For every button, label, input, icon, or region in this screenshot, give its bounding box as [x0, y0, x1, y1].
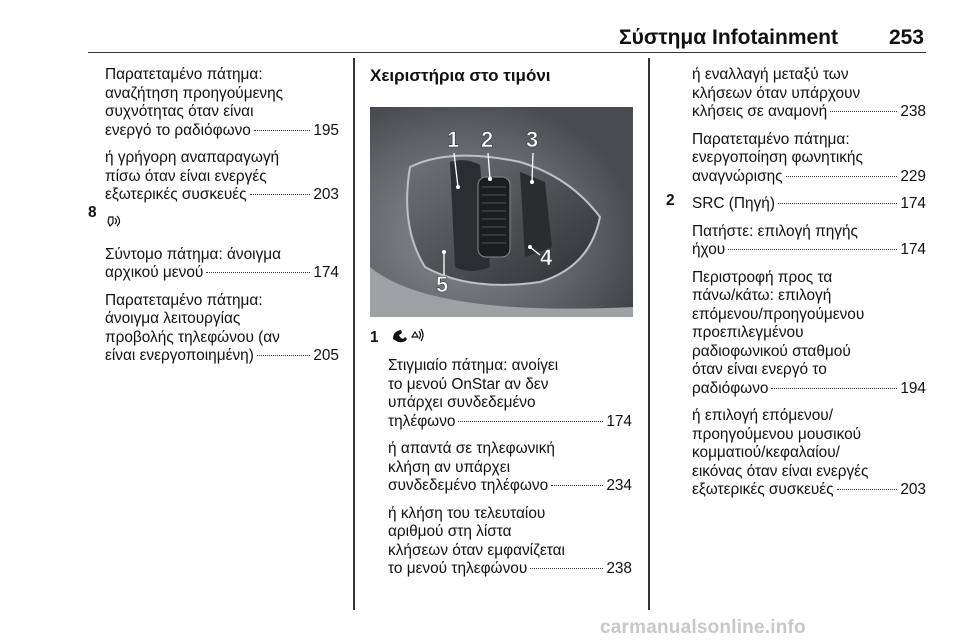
text-line: αναζήτηση προηγούμενης [105, 84, 284, 102]
leader-dots [530, 568, 603, 569]
item2-block-3 [692, 407, 926, 500]
entry-page: 205 [313, 347, 339, 364]
entry-text: ήχου [692, 241, 726, 258]
text-line: άνοιγμα λειτουργίας [105, 310, 241, 327]
entry-page: 234 [606, 477, 632, 494]
text-line: πίσω όταν είναι ενεργές [105, 167, 267, 185]
text-line: προεπιλεγμένου [692, 324, 804, 341]
text-line: ενεργοποίηση φωνητικής [692, 149, 863, 166]
text-line: επόμενου/προηγούμενου [692, 305, 865, 323]
entry-page: 229 [900, 167, 926, 185]
page-ref-entry[interactable] [388, 477, 632, 496]
leader-dots [786, 176, 898, 177]
entry-page: 174 [313, 264, 339, 281]
column-divider-right [648, 58, 650, 610]
entry-text: ραδιόφωνο [692, 379, 769, 397]
text-line: το μενού OnStar αν δεν [388, 375, 549, 393]
callout-4: 4 [540, 245, 553, 270]
leader-dots [837, 489, 898, 490]
column-divider-left [353, 58, 355, 610]
page-ref-entry[interactable] [388, 413, 632, 432]
page-ref-entry[interactable] [105, 122, 339, 141]
text-line: όταν είναι ενεργό το [692, 361, 827, 378]
entry-page: 238 [900, 103, 926, 120]
callout-5: 5 [436, 272, 449, 297]
text-line: Παρατεταμένο πάτημα: [105, 291, 263, 309]
item-number-1: 1 [370, 329, 379, 346]
text-line: πάνω/κάτω: επιλογή [692, 287, 832, 304]
text-line: ραδιοφωνικού σταθμού [692, 342, 851, 360]
entry-text: αρχικού μενού [105, 264, 204, 281]
text-line: ή απαντά σε τηλεφωνική [388, 440, 555, 457]
text-line: κλήσεων όταν εμφανίζεται [388, 541, 565, 559]
leader-dots [771, 388, 897, 389]
leader-dots [830, 111, 897, 112]
text-line: προηγούμενου μουσικού [692, 425, 862, 443]
watermark: carmanualsonline.info [600, 617, 806, 638]
item2-block-1 [692, 223, 926, 260]
item2-block-2 [692, 269, 926, 399]
entry-text: εξωτερικές συσκευές [105, 186, 247, 203]
entry-page: 174 [900, 195, 926, 212]
text-line: Παρατεταμένο πάτημα: [692, 130, 850, 148]
page-ref-entry[interactable] [388, 560, 632, 579]
item2-block-0 [692, 195, 926, 214]
entry-text: είναι ενεργοποιημένη) [105, 347, 254, 364]
phone-icon [390, 327, 426, 345]
page-ref-entry[interactable] [105, 347, 339, 366]
entry-text: τηλέφωνο [388, 412, 456, 430]
callout-3: 3 [526, 127, 539, 152]
item8-block-0 [105, 246, 339, 283]
item1-block-2 [388, 505, 632, 579]
page-ref-entry[interactable] [105, 186, 339, 205]
page-ref-entry[interactable] [692, 195, 926, 214]
leader-dots [257, 355, 310, 356]
entry-text: το μενού τηλεφώνου [388, 560, 528, 577]
leader-dots [206, 272, 310, 273]
text-line: ή εναλλαγή μεταξύ των [692, 66, 849, 83]
page-ref-entry[interactable] [692, 481, 926, 500]
right-column [692, 66, 926, 509]
voice-command-icon [105, 214, 123, 232]
steering-wheel-controls-photo [370, 107, 633, 317]
text-line: ή κλήση του τελευταίου [388, 504, 546, 522]
middle-column [388, 357, 632, 588]
left-block-0 [105, 66, 339, 140]
page-ref-entry[interactable] [692, 380, 926, 399]
page-ref-entry[interactable] [105, 264, 339, 283]
leader-dots [458, 421, 603, 422]
leader-dots [551, 485, 603, 486]
item1-block-0 [388, 357, 632, 431]
callout-2: 2 [481, 127, 494, 152]
text-line: ή επιλογή επόμενου/ [692, 407, 834, 424]
entry-text: συνδεδεμένο τηλέφωνο [388, 477, 549, 494]
callout-1: 1 [447, 127, 460, 152]
text-line: Στιγμιαίο πάτημα: ανοίγει [388, 357, 559, 374]
page-number: 253 [888, 26, 924, 49]
text-line: Περιστροφή προς τα [692, 268, 833, 286]
entry-page: 238 [606, 560, 632, 577]
text-line: κλήσεων όταν υπάρχουν [692, 84, 861, 102]
text-line: Πατήστε: επιλογή πηγής [692, 222, 858, 240]
text-line: προβολής τηλεφώνου (αν [105, 328, 280, 346]
text-line: υπάρχει συνδεδεμένο [388, 394, 536, 411]
text-line: Σύντομο πάτημα: άνοιγμα [105, 245, 282, 263]
entry-page: 174 [900, 241, 926, 258]
entry-page: 194 [900, 379, 926, 397]
section-title: Χειριστήρια στο τιμόνι [370, 66, 551, 85]
entry-page: 174 [606, 412, 632, 430]
leader-dots [778, 203, 897, 204]
entry-text: κλήσεις σε αναμονή [692, 103, 828, 120]
item8-block-1 [105, 292, 339, 366]
right-block-0 [692, 66, 926, 122]
entry-page: 203 [313, 186, 339, 203]
entry-text: SRC (Πηγή) [692, 195, 775, 212]
text-line: συχνότητας όταν είναι [105, 103, 254, 120]
page-header [88, 26, 926, 53]
entry-text: αναγνώρισης [692, 167, 783, 185]
left-block-1 [105, 149, 339, 205]
left-column [105, 66, 339, 375]
header-title: Σύστημα Infotainment [619, 26, 838, 49]
item-number-8: 8 [88, 204, 97, 221]
item1-icon-row [390, 327, 426, 350]
right-block-1 [692, 131, 926, 187]
page-ref-entry[interactable] [692, 168, 926, 187]
text-line: αριθμού στη λίστα [388, 523, 512, 540]
leader-dots [250, 194, 311, 195]
text-line: ή γρήγορη αναπαραγωγή [105, 149, 280, 166]
leader-dots [254, 130, 310, 131]
entry-text: ενεργό το ραδιόφωνο [105, 121, 251, 139]
item1-block-1 [388, 440, 632, 496]
item-number-2: 2 [666, 192, 675, 209]
text-line: κλήση αν υπάρχει [388, 458, 510, 476]
page-ref-entry[interactable] [692, 241, 926, 260]
leader-dots [728, 249, 897, 250]
item8-icon-row [105, 214, 339, 236]
text-line: εικόνας όταν είναι ενεργές [692, 462, 869, 480]
page-ref-entry[interactable] [692, 103, 926, 122]
text-line: κομματιού/κεφαλαίου/ [692, 444, 840, 461]
entry-page: 195 [313, 121, 339, 139]
text-line: Παρατεταμένο πάτημα: [105, 66, 263, 83]
entry-page: 203 [900, 481, 926, 498]
entry-text: εξωτερικές συσκευές [692, 481, 834, 498]
